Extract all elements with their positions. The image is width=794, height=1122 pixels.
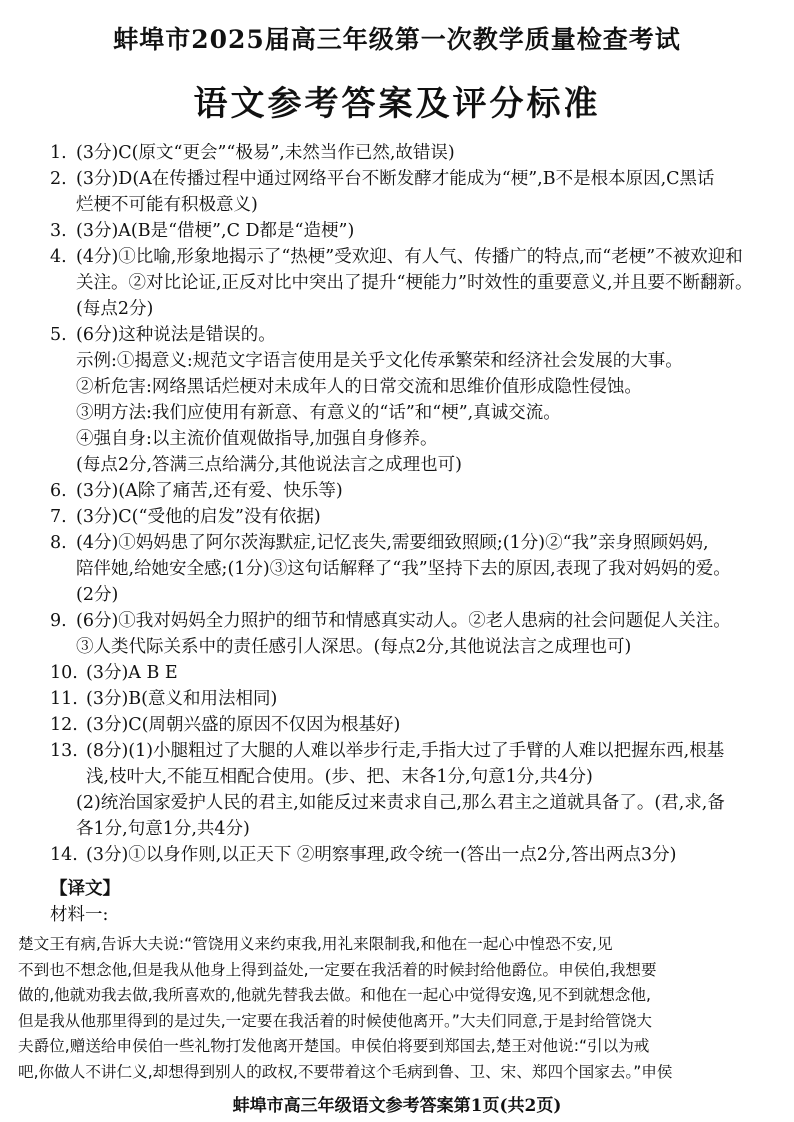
answer-line: (3分)A B E: [86, 663, 178, 683]
answer-item-3: [50, 218, 786, 244]
translation-line: 不到也不想念他,但是我从他身上得到益处,一定要在我活着的时候封给他爵位。申侯伯,我想要: [18, 960, 657, 979]
answer-line: (6分)这种说法是错误的。: [76, 325, 276, 345]
answer-item-8: [50, 530, 786, 608]
translation-line: 但是我从他那里得到的是过失,一定要在我活着的时候使他离开。”大夫们同意,于是封给管饶大: [18, 1011, 652, 1030]
question-number: 12.: [50, 715, 78, 735]
answer-line: (8分)(1)小腿粗过了大腿的人难以举步行走,手指大过了手臂的人难以把握东西,根基: [86, 741, 725, 761]
answer-item-5: [50, 322, 786, 478]
answer-item-13: [50, 738, 786, 790]
answer-list: [50, 140, 786, 868]
answer-line: (4分)①比喻,形象地揭示了“热梗”受欢迎、有人气、传播广的特点,而“老梗”不被欢迎和: [76, 247, 743, 267]
material-heading: 材料一:: [50, 905, 109, 925]
answer-line: (4分)①妈妈患了阿尔茨海默症,记忆丧失,需要细致照顾;(1分)②“我”亲身照顾妈妈,: [76, 533, 709, 553]
translation-heading: 【译文】: [50, 879, 120, 899]
answer-line: (3分)B(意义和用法相同): [86, 689, 278, 709]
answer-line: ③人类代际关系中的责任感引人深思。(每点2分,其他说法言之成理也可): [76, 637, 632, 657]
answer-item-12: [50, 712, 786, 738]
answer-item-1: [50, 140, 786, 166]
question-number: 7.: [50, 507, 67, 527]
question-number: 14.: [50, 845, 78, 865]
translation-line: 吧,你做人不讲仁义,却想得到别人的政权,不要带着这个毛病到鲁、卫、宋、郑四个国家去。”申侯: [18, 1062, 673, 1081]
answer-item-14: [50, 842, 786, 868]
answer-line: 关注。②对比论证,正反对比中突出了提升“梗能力”时效性的重要意义,并且要不断翻新。: [76, 273, 753, 293]
question-number: 3.: [50, 221, 67, 241]
answer-line: ④强自身:以主流价值观做指导,加强自身修养。: [76, 429, 438, 449]
answer-line: ②析危害:网络黑话烂梗对未成年人的日常交流和思维价值形成隐性侵蚀。: [76, 377, 642, 397]
answer-item-10: [50, 660, 786, 686]
answer-line: (6分)①我对妈妈全力照护的细节和情感真实动人。②老人患病的社会问题促人关注。: [76, 611, 731, 631]
question-number: 5.: [50, 325, 67, 345]
answer-item-6: [50, 478, 786, 504]
translation-line: 夫爵位,赠送给申侯伯一些礼物打发他离开楚国。申侯伯将要到郑国去,楚王对他说:“引以为戒: [18, 1037, 650, 1055]
answer-item-4: [50, 244, 786, 322]
answer-line: 烂梗不可能有积极意义): [76, 195, 258, 215]
q13-part2-line: (2)统治国家爱护人民的君主,如能反过来责求自己,那么君主之道就具备了。(君,求,备: [76, 793, 725, 813]
answer-item-9: [50, 608, 786, 660]
answer-line: (2分): [76, 585, 119, 605]
answer-line: (3分)A(B是“借梗”,C D都是“造梗”): [76, 221, 355, 241]
answer-item-11: [50, 686, 786, 712]
answer-line: (每点2分,答满三点给满分,其他说法言之成理也可): [76, 455, 462, 475]
question-number: 2.: [50, 169, 67, 189]
answer-line: 示例:①揭意义:规范文字语言使用是关乎文化传承繁荣和经济社会发展的大事。: [76, 351, 683, 371]
answer-line: (3分)C(周朝兴盛的原因不仅因为根基好): [86, 715, 401, 735]
answer-line: ③明方法:我们应使用有新意、有意义的“话”和“梗”,真诚交流。: [76, 403, 561, 423]
translation-text: [18, 932, 788, 1085]
question-number: 11.: [50, 689, 78, 709]
answer-line: (3分)(A除了痛苦,还有爱、快乐等): [76, 481, 343, 501]
exam-title: 蚌埠市2025届高三年级第一次教学质量检查考试: [113, 25, 681, 54]
answer-line: (3分)C(原文“更会”“极易”,未然当作已然,故错误): [76, 143, 455, 163]
answer-line: (3分)D(A在传播过程中通过网络平台不断发酵才能成为“梗”,B不是根本原因,C黑话: [76, 169, 715, 189]
page-footer: 蚌埠市高三年级语文参考答案第1页(共2页): [232, 1096, 562, 1116]
q13-part2-line: 各1分,句意1分,共4分): [76, 819, 250, 839]
answer-line: 浅,枝叶大,不能互相配合使用。(步、把、末各1分,句意1分,共4分): [86, 767, 593, 787]
question-number: 1.: [50, 143, 67, 163]
answer-line: (每点2分): [76, 299, 154, 319]
answer-item-7: [50, 504, 786, 530]
question-number: 10.: [50, 663, 78, 683]
answer-line: (3分)C(“受他的启发”没有依据): [76, 507, 321, 527]
answer-line: 陪伴她,给她安全感;(1分)③这句话解释了“我”坚持下去的原因,表现了我对妈妈的爱。: [76, 559, 731, 579]
translation-line: 楚文王有病,告诉大夫说:“管饶用义来约束我,用礼来限制我,和他在一起心中惶恐不安,见: [18, 935, 613, 953]
question-number: 4.: [50, 247, 67, 267]
translation-line: 做的,他就劝我去做,我所喜欢的,他就先替我去做。和他在一起心中觉得安逸,见不到就想念他,: [18, 986, 651, 1004]
answer-item-2: [50, 166, 786, 218]
question-number: 8.: [50, 533, 67, 553]
document-title: 语文参考答案及评分标准: [193, 84, 601, 124]
question-number: 6.: [50, 481, 67, 501]
question-number: 9.: [50, 611, 67, 631]
answer-line: (3分)①以身作则,以正天下 ②明察事理,政令统一(答出一点2分,答出两点3分): [86, 845, 677, 865]
question-number: 13.: [50, 741, 78, 761]
